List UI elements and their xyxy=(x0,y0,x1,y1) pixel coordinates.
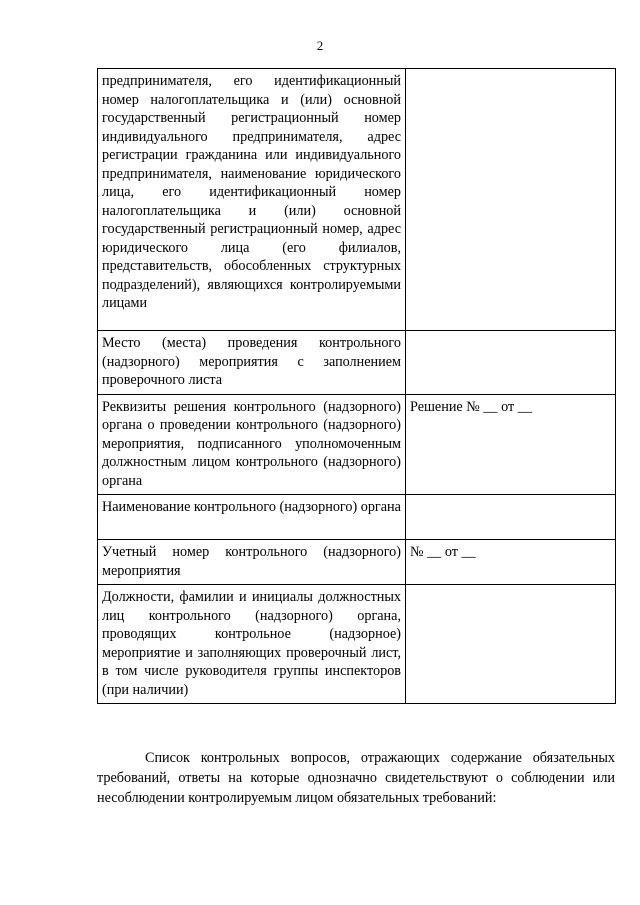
table-row xyxy=(98,394,616,495)
table-row xyxy=(98,331,616,395)
page-number: 2 xyxy=(316,38,324,53)
table-row xyxy=(98,495,616,540)
row-value-authority-name xyxy=(406,495,616,540)
row-value-location xyxy=(406,331,616,395)
row-label-decision-details: Реквизиты решения контрольного (надзорного) органа о проведении контрольного (надзорного) мероприятия, подписанного уполномоченным должностным лицом контрольного (надзорного) органа xyxy=(98,394,406,495)
row-value-registration-number: № __ от __ xyxy=(406,540,616,585)
table-row xyxy=(98,585,616,704)
row-value-officials xyxy=(406,585,616,704)
table-row xyxy=(98,69,616,331)
table-row xyxy=(98,540,616,585)
row-value-entity-details xyxy=(406,69,616,331)
row-label-entity-details: предпринимателя, его идентификационный номер налогоплательщика и (или) основной государственный регистрационный номер индивидуального предпринимателя, адрес регистрации гражданина или индивидуального предпринимателя, наименование юридического лица, его идентификационный номер налогоплательщика и (или) основной государственный регистрационный номер, адрес юридического лица (его филиалов, представительств, обособленных структурных подразделений), являющихся контролируемыми лицами xyxy=(98,69,406,331)
checklist-intro-paragraph: Список контрольных вопросов, отражающих содержание обязательных требований, ответы на которые однозначно свидетельствуют о соблюдении или несоблюдении контролируемым лицом обязательных требований: xyxy=(97,750,615,806)
row-label-authority-name: Наименование контрольного (надзорного) органа xyxy=(98,495,406,540)
row-label-officials: Должности, фамилии и инициалы должностных лиц контрольного (надзорного) органа, проводящих контрольное (надзорное) мероприятие и заполняющих проверочный лист, в том числе руководителя группы инспекторов (при наличии) xyxy=(98,585,406,704)
row-label-location: Место (места) проведения контрольного (надзорного) мероприятия с заполнением проверочного листа xyxy=(98,331,406,395)
row-value-decision-details: Решение № __ от __ xyxy=(406,394,616,495)
inspection-info-table xyxy=(97,68,616,704)
row-label-registration-number: Учетный номер контрольного (надзорного) мероприятия xyxy=(98,540,406,585)
